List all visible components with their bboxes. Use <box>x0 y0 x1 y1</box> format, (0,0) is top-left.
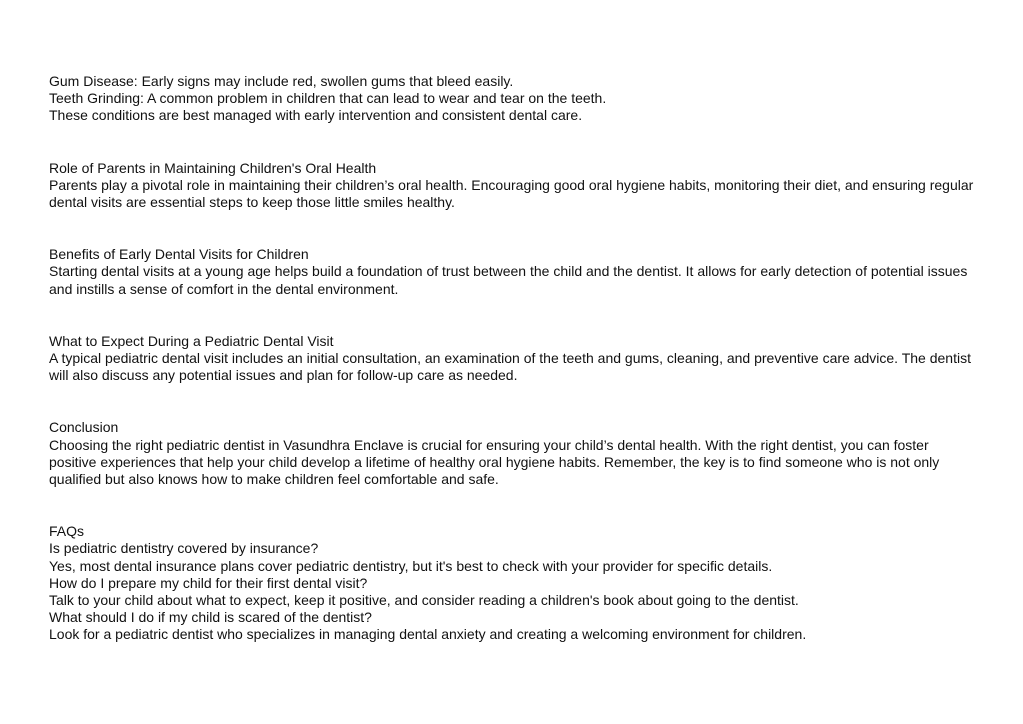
intro-line-conditions: These conditions are best managed with early intervention and consistent dental care. <box>49 107 583 124</box>
section-paragraph: Parents play a pivotal role in maintaining their children’s oral health. Encouraging good oral hygiene habits, monitoring their diet, and ensuring regular dental visits are essential steps to keep those little smiles healthy. <box>49 176 974 211</box>
faq-title: FAQs <box>49 523 85 540</box>
section-title: Benefits of Early Dental Visits for Children <box>49 246 309 263</box>
faq-answer: Talk to your child about what to expect, keep it positive, and consider reading a children's book about going to the dentist. <box>49 592 799 609</box>
section-role-of-parents <box>49 160 979 212</box>
faq-answer: Look for a pediatric dentist who specializes in managing dental anxiety and creating a welcoming environment for children. <box>49 626 807 643</box>
section-title: Role of Parents in Maintaining Children's Oral Health <box>49 159 377 176</box>
spacer <box>49 211 979 246</box>
faq-answer: Yes, most dental insurance plans cover pediatric dentistry, but it's best to check with your provider for specific details. <box>49 557 773 574</box>
section-paragraph: Starting dental visits at a young age helps build a foundation of trust between the child and the dentist. It allows for early detection of potential issues and instills a sense of comfort in the dental environment. <box>49 263 968 297</box>
faq-question: How do I prepare my child for their first dental visit? <box>49 574 368 591</box>
intro-block <box>49 73 979 125</box>
section-what-to-expect <box>49 333 979 385</box>
faq-question: Is pediatric dentistry covered by insurance? <box>49 540 319 557</box>
section-paragraph: A typical pediatric dental visit includes an initial consultation, an examination of the teeth and gums, cleaning, and preventive care advice. The dentist will also discuss any potential issues and plan for follow-up care as needed. <box>49 350 971 384</box>
intro-line-gum-disease: Gum Disease: Early signs may include red, swollen gums that bleed easily. <box>49 73 514 89</box>
spacer <box>49 384 979 419</box>
intro-line-teeth-grinding: Teeth Grinding: A common problem in children that can lead to wear and tear on the teeth. <box>49 90 607 107</box>
section-title: What to Expect During a Pediatric Dental Visit <box>49 332 334 349</box>
spacer <box>49 298 979 333</box>
section-title: Conclusion <box>49 419 119 436</box>
document-body <box>49 73 979 644</box>
section-paragraph: Choosing the right pediatric dentist in Vasundhra Enclave is crucial for ensuring your child’s dental health. With the right dentist, you can foster positive experiences that help your child develop a lifetime of healthy oral hygiene habits. Remember, the key is to find someone who is not only qualified but also knows how to make children feel comfortable and safe. <box>49 436 940 488</box>
spacer <box>49 488 979 523</box>
spacer <box>49 125 979 160</box>
faq-section <box>49 523 979 643</box>
section-conclusion <box>49 419 979 488</box>
faq-question: What should I do if my child is scared of the dentist? <box>49 609 372 626</box>
section-benefits-early-visits <box>49 246 979 298</box>
